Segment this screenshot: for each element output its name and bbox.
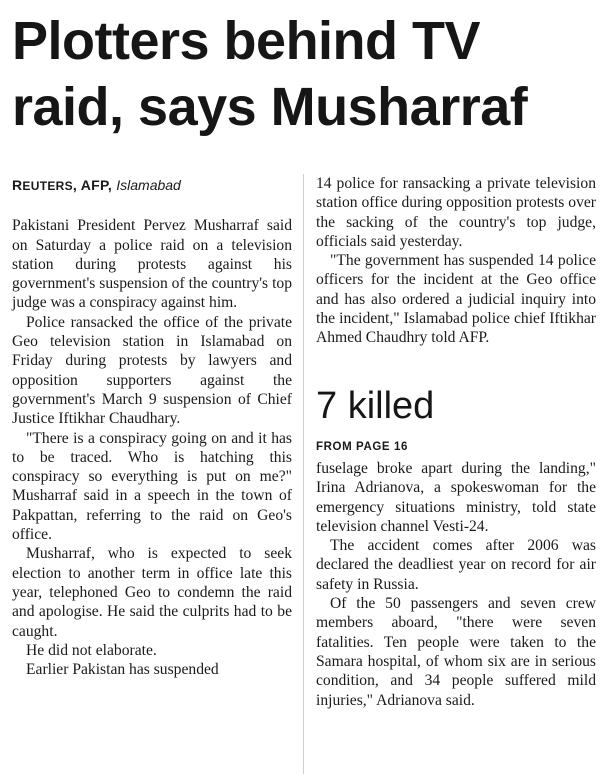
- story2-paragraph: Of the 50 passengers and seven crew members aboard, "there were seven fatalities. Ten people were taken to the Samara hospital, of whom six are in serious condition, and 34 people suffered mild injuries," Adrianova said.: [316, 595, 596, 709]
- story2-paragraph: fuselage broke apart during the landing," Irina Adrianova, a spokeswoman for the emergency situations ministry, told state television channel Vesti-24.: [316, 459, 596, 535]
- byline-agency-rest: EUTERS: [22, 179, 73, 193]
- story1-paragraph-continued: 14 police for ransacking a private television station office during opposition protests over the sacking of the country's top judge, officials said yesterday.: [316, 175, 596, 250]
- story1-paragraph: Musharraf, who is expected to seek election to another term in office late this year, telephoned Geo to condemn the raid and apologise. He said the culprits had to be caught.: [12, 545, 292, 640]
- story1-paragraph: "There is a conspiracy going on and it has to be traced. Who is hatching this conspiracy so everything is put on me?" Musharraf said in a speech in the town of Pakpattan, referring to the raid on Geo's office.: [12, 429, 292, 544]
- right-column: [316, 174, 596, 710]
- story2-paragraph: The accident comes after 2006 was declared the deadliest year on record for air safety in Russia.: [316, 537, 596, 593]
- story1-paragraph: "The government has suspended 14 police officers for the incident at the Geo office and has also ordered a judicial inquiry into the incident," Islamabad police chief Iftikhar Ahmed Chaudhry told AFP.: [316, 252, 596, 347]
- left-column: [12, 174, 292, 679]
- byline: [12, 174, 292, 196]
- byline-place: Islamabad: [116, 177, 181, 193]
- headline: Plotters behind TV raid, says Musharraf: [12, 11, 528, 137]
- column-divider: [303, 174, 304, 774]
- byline-agencies: , AFP,: [72, 177, 117, 193]
- story1-paragraph: Earlier Pakistan has suspended: [26, 661, 219, 679]
- story1-paragraph: Pakistani President Pervez Musharraf said on Saturday a police raid on a television station during protests against his government's suspension of the country's top judge was a conspiracy against him.: [12, 217, 292, 312]
- story2-title: 7 killed: [316, 384, 435, 427]
- story2-from-label: FROM PAGE 16: [316, 440, 408, 453]
- story1-paragraph: He did not elaborate.: [26, 641, 157, 659]
- story1-paragraph: Police ransacked the office of the private Geo television station in Islamabad on Friday during protests by lawyers and opposition supporters against the government's March 9 suspension of Chief Justice Iftikhar Chaudhary.: [12, 313, 292, 428]
- byline-agency-initial: R: [12, 177, 23, 193]
